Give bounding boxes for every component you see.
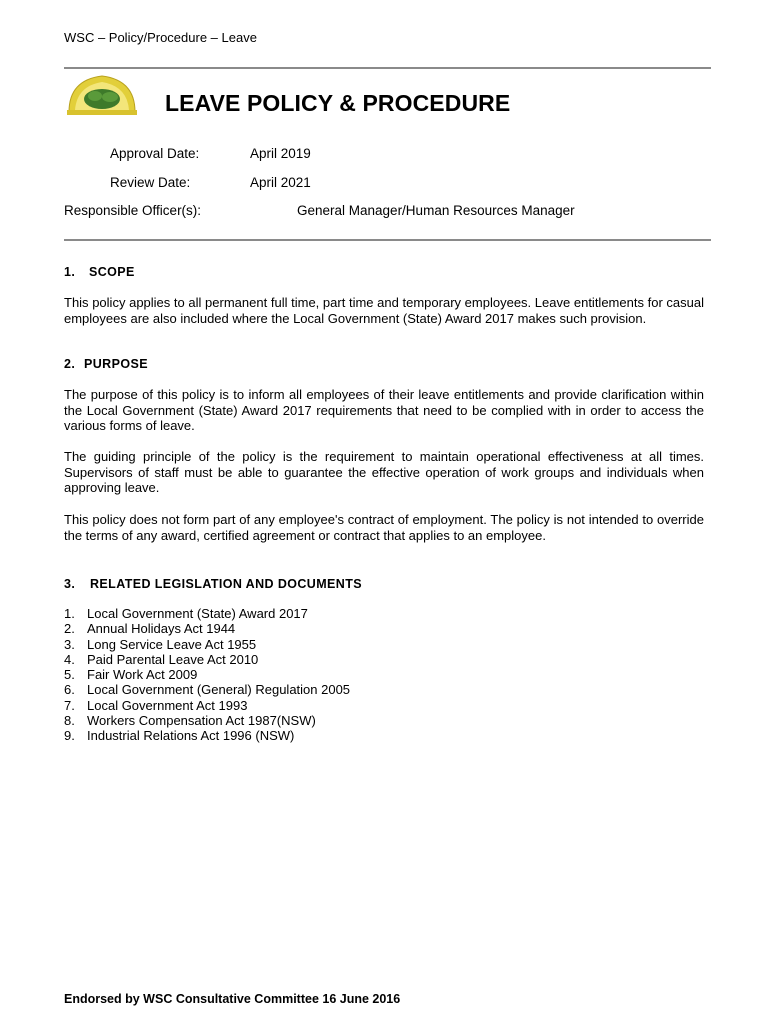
list-item xyxy=(64,621,350,636)
list-item-number: 2. xyxy=(64,621,75,637)
responsible-officer-label: Responsible Officer(s): xyxy=(64,203,202,218)
section-divider xyxy=(64,239,711,241)
review-date-value: April 2021 xyxy=(250,175,311,190)
list-item-number: 1. xyxy=(64,606,75,621)
list-item-number: 8. xyxy=(64,713,75,729)
running-header: WSC – Policy/Procedure – Leave xyxy=(64,30,257,45)
list-item-number: 7. xyxy=(64,697,75,713)
page-title: LEAVE POLICY & PROCEDURE xyxy=(165,90,511,116)
legislation-number: 3. xyxy=(64,577,76,591)
purpose-paragraph-2: The guiding principle of the policy is the requirement to maintain operational effectiveness at all times. Supervisors of staff must be able to guarantee the effective operation of work groups and individuals when approving leave. xyxy=(64,449,704,495)
legislation-list xyxy=(64,606,350,744)
list-item-text: Long Service Leave Act 1955 xyxy=(87,636,257,652)
list-item-number: 9. xyxy=(64,728,75,744)
list-item-number: 3. xyxy=(64,636,75,652)
responsible-officer-value: General Manager/Human Resources Manager xyxy=(297,203,575,218)
purpose-paragraph-1: The purpose of this policy is to inform all employees of their leave entitlements and provide clarification within the Local Government (State) Award 2017 requirements that need to be complied with in order to access the various forms of leave. xyxy=(64,387,704,433)
approval-date-label: Approval Date: xyxy=(110,146,200,161)
approval-date-value: April 2019 xyxy=(250,146,311,161)
list-item-text: Local Government Act 1993 xyxy=(87,697,248,713)
legislation-title: RELATED LEGISLATION AND DOCUMENTS xyxy=(90,577,362,591)
list-item xyxy=(64,713,350,728)
list-item-number: 6. xyxy=(64,682,75,698)
list-item-text: Industrial Relations Act 1996 (NSW) xyxy=(87,728,295,744)
council-crest-icon xyxy=(65,72,139,116)
scope-heading xyxy=(64,265,135,279)
purpose-number: 2. xyxy=(64,357,76,371)
header-divider xyxy=(64,67,711,69)
list-item-text: Workers Compensation Act 1987(NSW) xyxy=(87,713,316,729)
scope-number: 1. xyxy=(64,265,76,279)
list-item xyxy=(64,667,350,682)
list-item xyxy=(64,637,350,652)
list-item-number: 5. xyxy=(64,667,75,683)
endorsement-footer: Endorsed by WSC Consultative Committee 16 June 2016 xyxy=(64,992,401,1006)
review-date-label: Review Date: xyxy=(110,175,191,190)
list-item-text: Fair Work Act 2009 xyxy=(87,667,198,683)
scope-paragraph: This policy applies to all permanent full time, part time and temporary employees. Leave entitlements for casual employees are also included where the Local Government (State) Award 2017 makes such provision. xyxy=(64,295,704,326)
list-item xyxy=(64,682,350,697)
list-item xyxy=(64,728,350,743)
list-item xyxy=(64,652,350,667)
list-item xyxy=(64,606,350,621)
list-item-text: Paid Parental Leave Act 2010 xyxy=(87,651,259,667)
legislation-heading xyxy=(64,577,362,591)
list-item-text: Local Government (State) Award 2017 xyxy=(87,606,308,621)
list-item xyxy=(64,698,350,713)
purpose-heading xyxy=(64,357,148,371)
purpose-paragraph-3: This policy does not form part of any employee's contract of employment. The policy is not intended to override the terms of any award, certified agreement or contract that applies to an employee. xyxy=(64,512,704,543)
scope-title: SCOPE xyxy=(89,265,135,279)
list-item-number: 4. xyxy=(64,651,75,667)
list-item-text: Local Government (General) Regulation 2005 xyxy=(87,682,351,698)
list-item-text: Annual Holidays Act 1944 xyxy=(87,621,236,637)
purpose-title: PURPOSE xyxy=(84,357,148,371)
